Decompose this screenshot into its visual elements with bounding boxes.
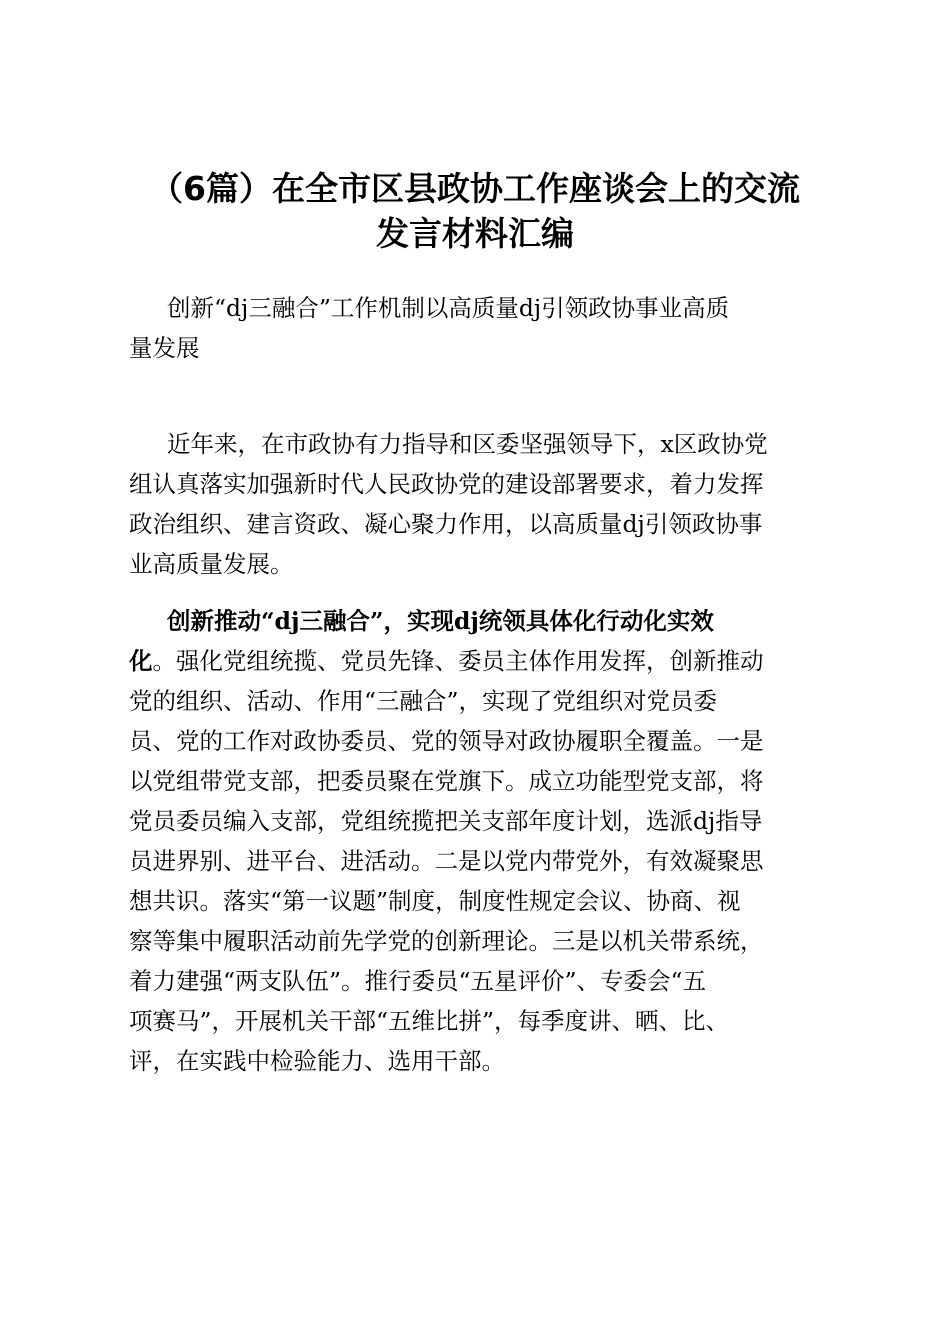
title-line-2: 发言材料汇编 [376, 214, 574, 253]
paragraph-line: 党的组织、活动、作用“三融合”，实现了党组织对党员委 [129, 687, 718, 715]
paragraph-line: 员、党的工作对政协委员、党的领导对政协履职全覆盖。一是 [129, 727, 764, 755]
paragraph-line: 党员委员编入支部，党组统揽把关支部年度计划，选派dj指导 [129, 807, 763, 835]
paragraph-line [129, 641, 824, 681]
paragraph-line: 项赛马”，开展机关干部“五维比拼”，每季度讲、晒、比、 [129, 1007, 730, 1035]
paragraph-line: 员进界别、进平台、进活动。二是以党内带党外，有效凝聚思 [129, 847, 764, 875]
paragraph-line: 近年来，在市政协有力指导和区委坚强领导下，x区政协党 [167, 430, 768, 458]
paragraph-line: 想共识。落实“第一议题”制度，制度性规定会议、协商、视 [129, 887, 741, 915]
subtitle-line-2: 量发展 [129, 334, 200, 362]
document-title [100, 166, 850, 256]
paragraph-line: 察等集中履职活动前先学党的创新理论。三是以机关带系统， [129, 927, 764, 955]
section-subtitle [129, 288, 824, 368]
section-heading: 创新推动“dj三融合”，实现dj统领具体化行动化实效 [167, 607, 714, 635]
section-heading-end: 化 [129, 647, 153, 675]
paragraph-section-1 [129, 601, 824, 1081]
title-line-1: （6篇）在全市区县政协工作座谈会上的交流 [150, 169, 800, 208]
paragraph-line: 政治组织、建言资政、凝心聚力作用，以高质量dj引领政协事 [129, 510, 763, 538]
paragraph-text: 。强化党组统揽、党员先锋、委员主体作用发挥，创新推动 [152, 647, 764, 675]
paragraph-line: 组认真落实加强新时代人民政协党的建设部署要求，着力发挥 [129, 470, 764, 498]
paragraph-intro [129, 424, 824, 584]
paragraph-line: 着力建强“两支队伍”。推行委员“五星评价”、专委会“五 [129, 967, 707, 995]
paragraph-line: 以党组带党支部，把委员聚在党旗下。成立功能型党支部，将 [129, 767, 764, 795]
paragraph-line: 评，在实践中检验能力、选用干部。 [129, 1047, 505, 1075]
paragraph-line: 业高质量发展。 [129, 550, 294, 578]
subtitle-line-1: 创新“dj三融合”工作机制以高质量dj引领政协事业高质 [167, 294, 730, 322]
